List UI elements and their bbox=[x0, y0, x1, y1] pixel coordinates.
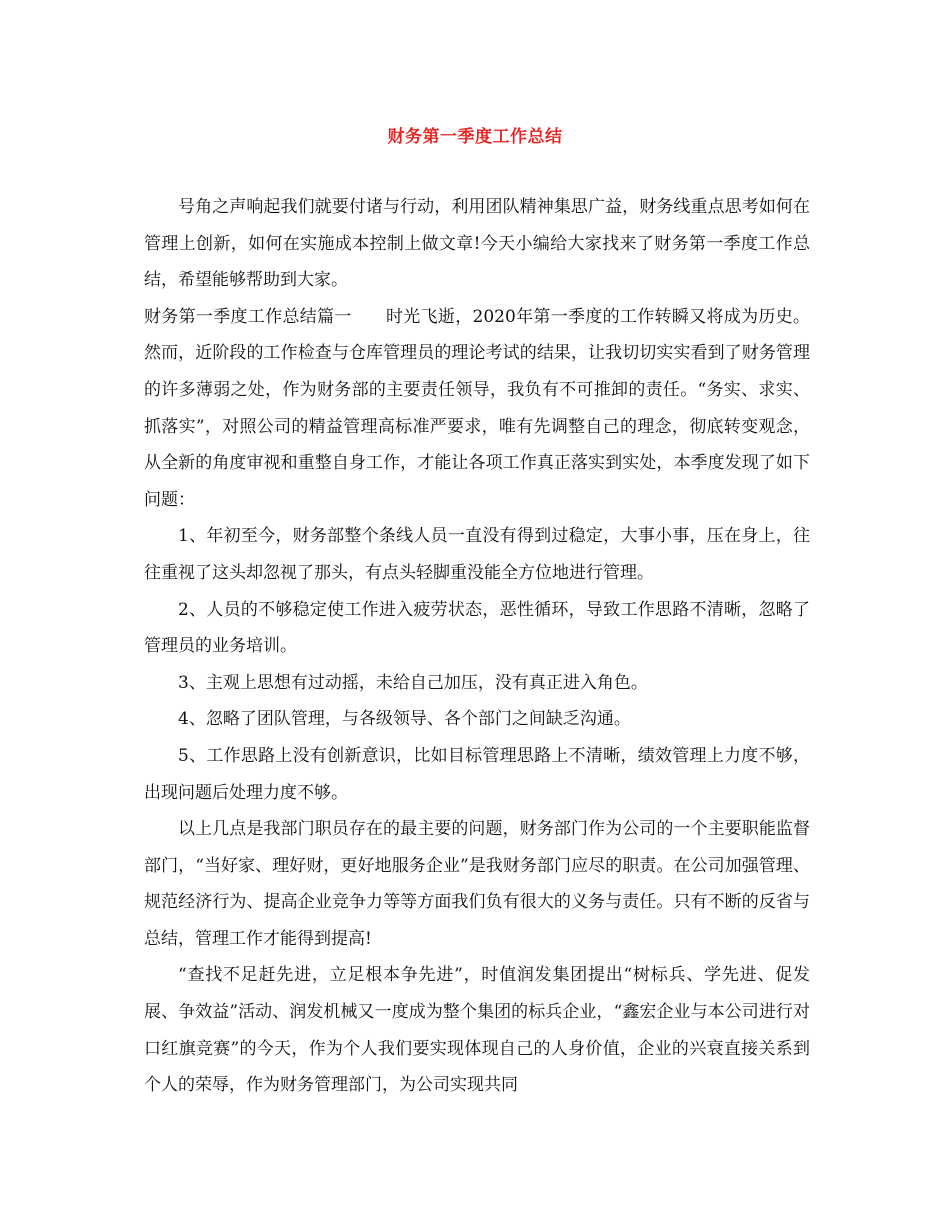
summary-paragraph: 以上几点是我部门职员存在的最主要的问题，财务部门作为公司的一个主要职能监督部门，“当好家、理好财，更好地服务企业”是我财务部门应尽的职责。在公司加强管理、规范经济行为、提高企业竞争力等等方面我们负有很大的义务与责任。只有不断的反省与总结，管理工作才能得到提高! bbox=[144, 819, 810, 949]
problem-item-3: 3、主观上思想有过动摇，未给自己加压，没有真正进入角色。 bbox=[178, 672, 648, 693]
problem-item-4: 4、忽略了团队管理，与各级领导、各个部门之间缺乏沟通。 bbox=[178, 709, 631, 730]
section-text: 时光飞逝，2020年第一季度的工作转瞬又将成为历史。然而，近阶段的工作检查与仓库管理员的理论考试的结果，让我切切实实看到了财务管理的许多薄弱之处，作为财务部的主要责任领导，我负有不可推卸的责任。“务实、求实、抓落实”，对照公司的精益管理高标准严要求，唯有先调整自己的理念，彻底转变观念，从全新的角度审视和重整自身工作，才能让各项工作真正落实到实处，本季度发现了如下问题： bbox=[144, 306, 811, 510]
problem-item-1: 1、年初至今，财务部整个条线人员一直没有得到过稳定，大事小事，压在身上，往往重视了这头却忽视了那头，有点头轻脚重没能全方位地进行管理。 bbox=[144, 526, 810, 583]
problem-item-5: 5、工作思路上没有创新意识，比如目标管理思路上不清晰，绩效管理上力度不够，出现问题后处理力度不够。 bbox=[144, 745, 810, 803]
problem-item-2: 2、人员的不够稳定使工作进入疲劳状态，恶性循环，导致工作思路不清晰，忽略了管理员的业务培训。 bbox=[144, 599, 810, 657]
intro-paragraph: 号角之声响起我们就要付诸与行动，利用团队精神集思广益，财务线重点思考如何在管理上创新，如何在实施成本控制上做文章!今天小编给大家找来了财务第一季度工作总结，希望能够帮助到大家。 bbox=[144, 197, 810, 291]
closing-paragraph: “查找不足赶先进，立足根本争先进”，时值润发集团提出“树标兵、学先进、促发展、争效益”活动、润发机械又一度成为整个集团的标兵企业，“鑫宏企业与本公司进行对口红旗竞赛”的今天，作为个人我们要实现体现自己的人身价值，企业的兴衰直接关系到个人的荣辱，作为财务管理部门，为公司实现共同 bbox=[144, 965, 810, 1096]
section-paragraph bbox=[144, 299, 810, 519]
section-heading: 财务第一季度工作总结篇一 bbox=[144, 306, 352, 327]
document-body bbox=[144, 189, 810, 1104]
document-title: 财务第一季度工作总结 bbox=[387, 127, 563, 147]
